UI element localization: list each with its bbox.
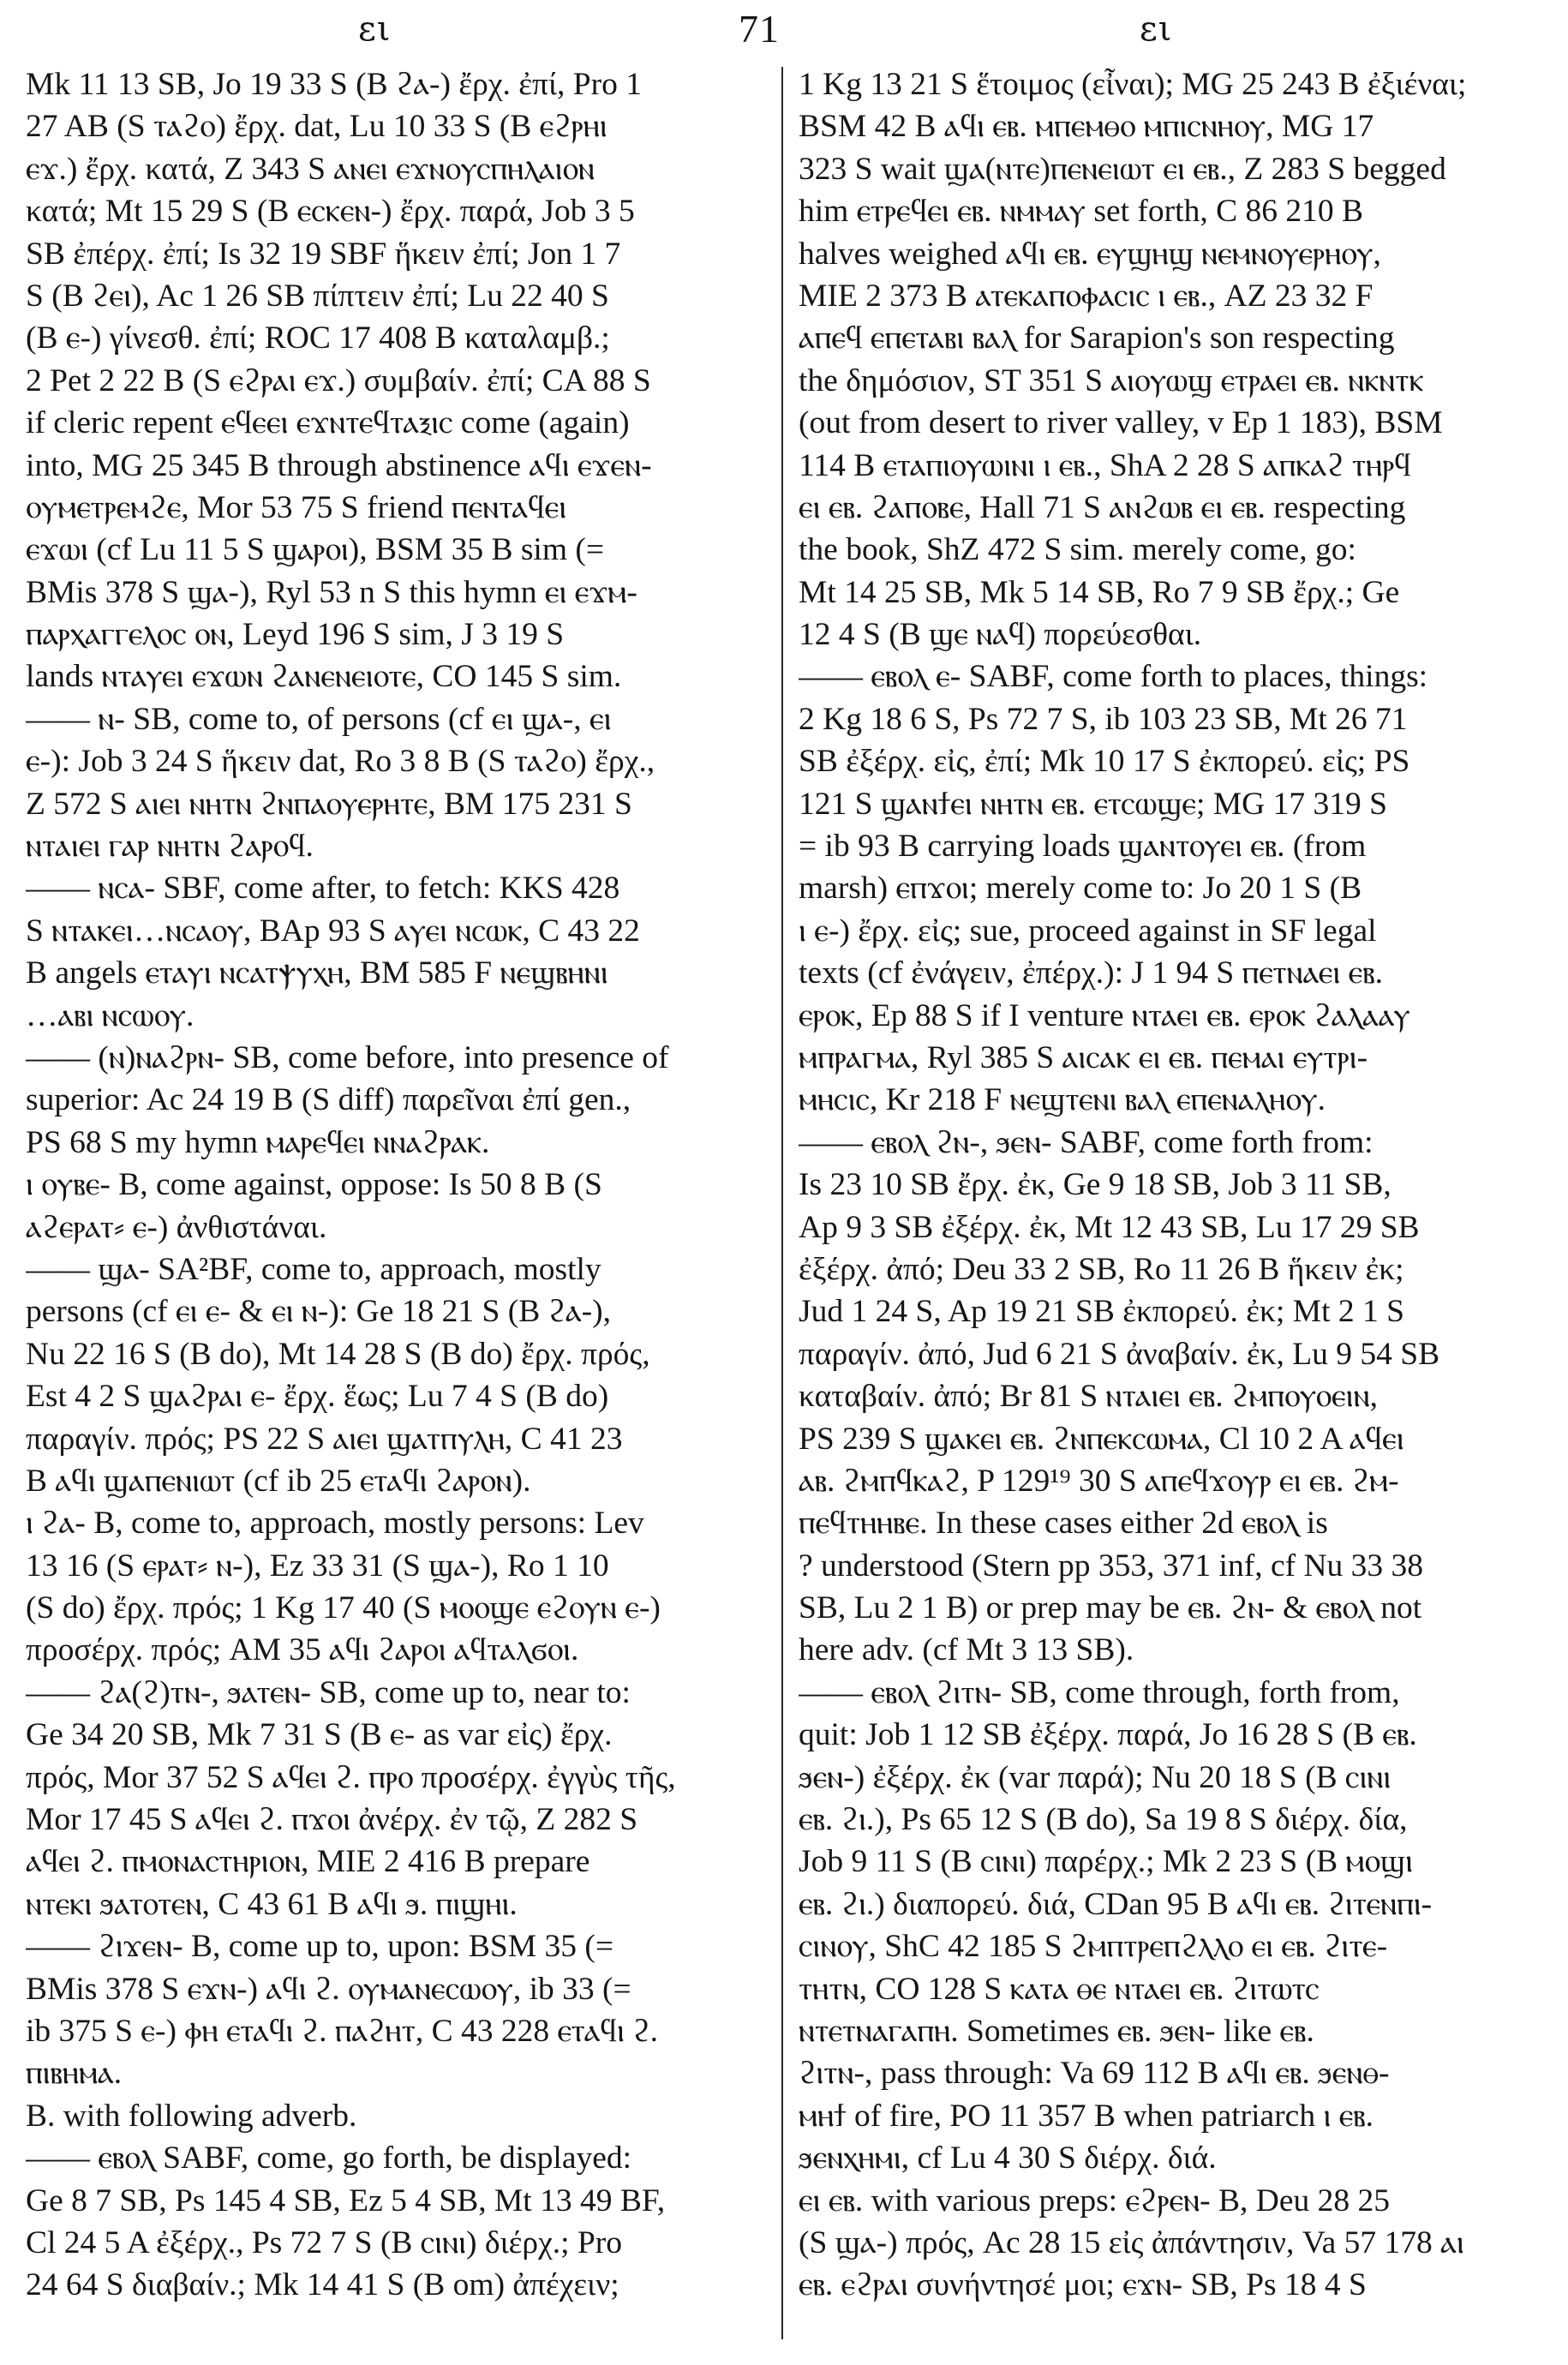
text-line: Ge 34 20 SB, Mk 7 31 S (B ⲉ- as var εἰς) ἔρχ. xyxy=(26,1717,613,1753)
text-line: Job 9 11 S (B ⲥⲓⲛⲓ) παρέρχ.; Mk 2 23 S (B ⲙⲟϣⲓ xyxy=(799,1844,1413,1880)
text-line: lands ⲛⲧⲁⲩⲉⲓ ⲉϫⲱⲛ ϩⲁⲛⲉⲛⲉⲓⲟⲧⲉ, CO 145 S sim. xyxy=(26,659,622,695)
text-line: B ⲁϥⲓ ϣⲁⲡⲉⲛⲓⲱⲧ (cf ib 25 ⲉⲧⲁϥⲓ ϩⲁⲣⲟⲛ). xyxy=(26,1463,531,1499)
text-line: ⲥⲓⲛⲟⲩ, ShC 42 185 S ϩⲙⲡⲧⲣⲉⲡϩⲗⲗⲟ ⲉⲓ ⲉⲃ. ϩⲓⲧⲉ- xyxy=(799,1929,1388,1965)
text-line: 27 AB (S ⲧⲁϩⲟ) ἔρχ. dat, Lu 10 33 S (B ⲉϩⲣⲏⲓ xyxy=(26,109,607,145)
text-line: 12 4 S (B ϣⲉ ⲛⲁϥ) πορεύεσθαι. xyxy=(799,617,1202,653)
text-line: —— (ⲛ)ⲛⲁϩⲣⲛ- SB, come before, into presence of xyxy=(26,1039,669,1075)
text-line: ⲛⲧⲁⲓⲉⲓ ⲅⲁⲣ ⲛⲏⲧⲛ ϩⲁⲣⲟϥ. xyxy=(26,829,314,865)
text-line: ⲡⲓⲃⲏⲙⲁ. xyxy=(26,2056,123,2092)
text-line: here adv. (cf Mt 3 13 SB). xyxy=(799,1632,1134,1668)
text-line: Jud 1 24 S, Ap 19 21 SB ἐκπορεύ. ἐκ; Mt 2 1 S xyxy=(799,1294,1404,1330)
text-line: MIE 2 373 B ⲁⲧⲉⲕⲁⲡⲟⲫⲁⲥⲓⲥ ⲓ ⲉⲃ., AZ 23 32 F xyxy=(799,278,1373,314)
text-line: ⲉⲓ ⲉⲃ. ϩⲁⲡⲟⲃⲉ, Hall 71 S ⲁⲛϩⲱⲃ ⲉⲓ ⲉⲃ. respecting xyxy=(799,489,1406,525)
text-line: marsh) ⲉⲡϫⲟⲓ; merely come to: Jo 20 1 S (B xyxy=(799,871,1362,907)
text-line: ⲓ ϩⲁ- B, come to, approach, mostly persons: Lev xyxy=(26,1506,644,1542)
text-line: B. with following adverb. xyxy=(26,2098,357,2134)
text-line: ⲁⲡⲉϥ ⲉⲡⲉⲧⲁⲃⲓ ⲃⲁⲗ for Sarapion's son respecting xyxy=(799,320,1395,356)
text-line: —— ϩⲓϫⲉⲛ- B, come up to, upon: BSM 35 (= xyxy=(26,1929,613,1965)
text-line: BMis 378 S ϣⲁ-), Ryl 53 n S this hymn ⲉⲓ ⲉϫⲙ- xyxy=(26,574,637,610)
text-line: ⲉⲓ ⲉⲃ. with various preps: ⲉϩⲣⲉⲛ- B, Deu 28 25 xyxy=(799,2182,1391,2218)
text-line: —— ϣⲁ- SA²BF, come to, approach, mostly xyxy=(26,1251,601,1287)
text-line: ⲛⲧⲉⲧⲛⲁⲅⲁⲡⲏ. Sometimes ⲉⲃ. ϧⲉⲛ- like ⲉⲃ. xyxy=(799,2013,1314,2049)
text-line: —— ⲉⲃⲟⲗ ϩⲓⲧⲛ- SB, come through, forth from, xyxy=(799,1674,1400,1710)
text-line: ⲉϫ.) ἔρχ. κατά, Z 343 S ⲁⲛⲉⲓ ⲉϫⲛⲟⲩⲥⲡⲏⲗⲁⲓⲟⲛ xyxy=(26,151,595,187)
text-line: SB ἐπέρχ. ἐπί; Is 32 19 SBF ἥκειν ἐπί; Jon 1 7 xyxy=(26,236,621,272)
text-line: B angels ⲉⲧⲁⲩⲓ ⲛⲥⲁⲧⲯⲩⲭⲏ, BM 585 F ⲛⲉϣⲃⲏⲛⲓ xyxy=(26,955,608,991)
text-line: ⲙⲡⲣⲁⲅⲙⲁ, Ryl 385 S ⲁⲓⲥⲁⲕ ⲉⲓ ⲉⲃ. ⲡⲉⲙⲁⲓ ⲉⲩⲧⲣⲓ- xyxy=(799,1039,1368,1075)
text-line: 2 Pet 2 22 B (S ⲉϩⲣⲁⲓ ⲉϫ.) συμβαίν. ἐπί; CA 88 S xyxy=(26,362,651,398)
text-line: Cl 24 5 A ἐξέρχ., Ps 72 7 S (B ⲥⲓⲛⲓ) διέρχ.; Pro xyxy=(26,2224,623,2260)
text-line: ⲛⲧⲉⲕⲓ ϧⲁⲧⲟⲧⲉⲛ, C 43 61 B ⲁϥⲓ ϧ. ⲡⲓϣⲏⲓ. xyxy=(26,1886,518,1922)
text-line: …ⲁⲃⲓ ⲛⲥⲱⲟⲩ. xyxy=(26,997,195,1033)
text-line: ib 375 S ⲉ-) ⲫⲏ ⲉⲧⲁϥⲓ ϩ. ⲡⲁϩⲏⲧ, C 43 228 ⲉⲧⲁϥⲓ ϩ. xyxy=(26,2013,658,2049)
text-line: the book, ShZ 472 S sim. merely come, go: xyxy=(799,532,1356,568)
text-line: ⲓ ⲟⲩⲃⲉ- B, come against, oppose: Is 50 8 B (S xyxy=(26,1167,602,1203)
text-line: PS 239 S ϣⲁⲕⲉⲓ ⲉⲃ. ϩⲛⲡⲉⲕⲥⲱⲙⲁ, Cl 10 2 A ⲁϥⲉⲓ xyxy=(799,1421,1404,1457)
text-line: (S ϣⲁ-) πρός, Ac 28 15 εἰς ἀπάντησιν, Va 57 178 ⲁⲓ xyxy=(799,2224,1464,2260)
text-line: πρός, Mor 37 52 S ⲁϥⲉⲓ ϩ. ⲡⲣⲟ προσέρχ. ἐγγὺς τῆς, xyxy=(26,1759,676,1795)
text-line: BSM 42 B ⲁϥⲓ ⲉⲃ. ⲙⲡⲉⲙⲑⲟ ⲙⲡⲓⲥⲛⲏⲟⲩ, MG 17 xyxy=(799,109,1374,145)
text-line: superior: Ac 24 19 B (S diff) παρεῖναι ἐπί gen., xyxy=(26,1082,631,1118)
left-column xyxy=(26,63,768,2307)
text-line: him ⲉⲧⲣⲉϥⲉⲓ ⲉⲃ. ⲛⲙⲙⲁⲩ set forth, C 86 210 B xyxy=(799,194,1363,230)
text-line: quit: Job 1 12 SB ἐξέρχ. παρά, Jo 16 28 S (B ⲉⲃ. xyxy=(799,1717,1417,1753)
text-line: —— ⲛ- SB, come to, of persons (cf ⲉⲓ ϣⲁ-, ⲉⲓ xyxy=(26,701,612,737)
text-line: ⲡⲁⲣⲭⲁⲅⲅⲉⲗⲟⲥ ⲟⲛ, Leyd 196 S sim, J 3 19 S xyxy=(26,617,565,653)
text-line: καταβαίν. ἀπό; Br 81 S ⲛⲧⲁⲓⲉⲓ ⲉⲃ. ϩⲙⲡⲟⲩⲟⲉⲓⲛ, xyxy=(799,1379,1378,1415)
text-line: προσέρχ. πρός; AM 35 ⲁϥⲓ ϩⲁⲣⲟⲓ ⲁϥⲧⲁⲗϭⲟⲓ. xyxy=(26,1632,579,1668)
text-line: 323 S wait ϣⲁ(ⲛⲧⲉ)ⲡⲉⲛⲉⲓⲱⲧ ⲉⲓ ⲉⲃ., Z 283 S begged xyxy=(799,151,1446,187)
text-line: (out from desert to river valley, v Ep 1 183), BSM xyxy=(799,405,1443,441)
text-line: 24 64 S διαβαίν.; Mk 14 41 S (B om) ἀπέχειν; xyxy=(26,2267,619,2303)
text-line: Ge 8 7 SB, Ps 145 4 SB, Ez 5 4 SB, Mt 13 49 BF, xyxy=(26,2182,666,2218)
text-line: Nu 22 16 S (B do), Mt 14 28 S (B do) ἔρχ. πρός, xyxy=(26,1336,650,1372)
text-line: ⲉⲣⲟⲕ, Ep 88 S if I venture ⲛⲧⲁⲉⲓ ⲉⲃ. ⲉⲣⲟⲕ ϩⲁⲗⲁⲁⲩ xyxy=(799,997,1410,1033)
text-line: —— ⲉⲃⲟⲗ ⲉ- SABF, come forth to places, things: xyxy=(799,659,1428,695)
text-line: παραγίν. πρός; PS 22 S ⲁⲓⲉⲓ ϣⲁⲧⲡⲩⲗⲏ, C 41 23 xyxy=(26,1421,623,1457)
text-line: into, MG 25 345 B through abstinence ⲁϥⲓ ⲉϫⲉⲛ- xyxy=(26,447,652,483)
text-line: ⲙⲏϯ of fire, PO 11 357 B when patriarch ⲓ ⲉⲃ. xyxy=(799,2098,1374,2134)
text-line: S (B ϩⲉⲓ), Ac 1 26 SB πίπτειν ἐπί; Lu 22 40 S xyxy=(26,278,609,314)
text-line: Mor 17 45 S ⲁϥⲉⲓ ϩ. ⲡϫⲟⲓ ἀνέρχ. ἐν τῷ, Z 282 S xyxy=(26,1802,638,1838)
right-column xyxy=(799,63,1541,2307)
text-line: ⲡⲉϥⲧⲏⲏⲃⲉ. In these cases either 2d ⲉⲃⲟⲗ is xyxy=(799,1506,1328,1542)
text-line: Mk 11 13 SB, Jo 19 33 S (B ϩⲁ-) ἔρχ. ἐπί, Pro 1 xyxy=(26,67,642,102)
text-line: (B ⲉ-) γίνεσθ. ἐπί; ROC 17 408 B καταλαμβ.; xyxy=(26,320,610,356)
text-line: ? understood (Stern pp 353, 371 inf, cf Nu 33 38 xyxy=(799,1548,1424,1584)
text-line: —— ⲉⲃⲟⲗ ϩⲛ-, ϧⲉⲛ- SABF, come forth from: xyxy=(799,1124,1373,1160)
text-line: Z 572 S ⲁⲓⲉⲓ ⲛⲏⲧⲛ ϩⲛⲡⲁⲟⲩⲉⲣⲏⲧⲉ, BM 175 231 S xyxy=(26,786,632,822)
text-line: ⲁϩⲉⲣⲁⲧ⸗ ⲉ-) ἀνθιστάναι. xyxy=(26,1209,327,1245)
text-line: ϧⲉⲛ-) ἐξέρχ. ἐκ (var παρά); Nu 20 18 S (B ⲥⲓⲛⲓ xyxy=(799,1759,1391,1795)
header-right-headword: ει xyxy=(1140,9,1173,49)
text-line: SB, Lu 2 1 B) or prep may be ⲉⲃ. ϩⲛ- & ⲉⲃⲟⲗ not xyxy=(799,1590,1422,1626)
text-line: the δημόσιον, ST 351 S ⲁⲓⲟⲩⲱϣ ⲉⲧⲣⲁⲉⲓ ⲉⲃ. ⲛⲕⲛⲧⲕ xyxy=(799,362,1424,398)
text-line: Mt 14 25 SB, Mk 5 14 SB, Ro 7 9 SB ἔρχ.; Ge xyxy=(799,574,1400,610)
text-line: S ⲛⲧⲁⲕⲉⲓ…ⲛⲥⲁⲟⲩ, BAp 93 S ⲁⲩⲉⲓ ⲛⲥⲱⲕ, C 43 22 xyxy=(26,913,640,949)
text-line: ϧⲉⲛⲭⲏⲙⲓ, cf Lu 4 30 S διέρχ. διά. xyxy=(799,2140,1217,2176)
text-line: ⲟⲩⲙⲉⲧⲣⲉⲙϩⲉ, Mor 53 75 S friend ⲡⲉⲛⲧⲁϥⲉⲓ xyxy=(26,489,567,525)
page-number: 71 xyxy=(739,7,780,51)
text-line: if cleric repent ⲉϥⲉⲉⲓ ⲉϫⲛⲧⲉϥⲧⲁⲝⲓⲥ come (again) xyxy=(26,405,630,441)
text-line: ⲓ ⲉ-) ἔρχ. εἰς; sue, proceed against in SF legal xyxy=(799,913,1377,949)
text-line: —— ⲛⲥⲁ- SBF, come after, to fetch: KKS 428 xyxy=(26,871,620,907)
text-line: Ap 9 3 SB ἐξέρχ. ἐκ, Mt 12 43 SB, Lu 17 29 SB xyxy=(799,1209,1420,1245)
text-line: ⲧⲏⲧⲛ, CO 128 S ⲕⲁⲧⲁ ⲑⲉ ⲛⲧⲁⲉⲓ ⲉⲃ. ϩⲓⲧⲱⲧⲥ xyxy=(799,1971,1320,2007)
text-line: —— ⲉⲃⲟⲗ SABF, come, go forth, be displayed: xyxy=(26,2140,632,2176)
text-line: ⲁⲃ. ϩⲙⲡϥⲕⲁϩ, P 129¹⁹ 30 S ⲁⲡⲉϥϫⲟⲩⲣ ⲉⲓ ⲉⲃ. ϩⲙ- xyxy=(799,1463,1399,1499)
text-line: halves weighed ⲁϥⲓ ⲉⲃ. ⲉⲩϣⲏϣ ⲛⲉⲙⲛⲟⲩⲉⲣⲏⲟⲩ, xyxy=(799,236,1381,272)
text-line: 1 Kg 13 21 S ἕτοιμος (εἶναι); MG 25 243 B ἐξιέναι; xyxy=(799,67,1467,102)
text-line: Est 4 2 S ϣⲁϩⲣⲁⲓ ⲉ- ἔρχ. ἕως; Lu 7 4 S (B do) xyxy=(26,1379,609,1415)
text-line: ⲙⲏⲥⲓⲥ, Kr 218 F ⲛⲉϣⲧⲉⲛⲓ ⲃⲁⲗ ⲉⲡⲉⲛⲁⲗⲏⲟⲩ. xyxy=(799,1082,1326,1118)
text-line: ⲉϫⲱⲓ (cf Lu 11 5 S ϣⲁⲣⲟⲓ), BSM 35 B sim (= xyxy=(26,532,605,568)
text-line: persons (cf ⲉⲓ ⲉ- & ⲉⲓ ⲛ-): Ge 18 21 S (B ϩⲁ-), xyxy=(26,1294,612,1330)
text-line: SB ἐξέρχ. εἰς, ἐπί; Mk 10 17 S ἐκπορεύ. εἰς; PS xyxy=(799,744,1410,780)
text-line: PS 68 S my hymn ⲙⲁⲣⲉϥⲉⲓ ⲛⲛⲁϩⲣⲁⲕ. xyxy=(26,1124,490,1160)
text-line: ⲉⲃ. ϩⲓ.) διαπορεύ. διά, CDan 95 B ⲁϥⲓ ⲉⲃ. ϩⲓⲧⲉⲛⲡⲓ- xyxy=(799,1886,1433,1922)
text-line: ⲉⲃ. ϩⲓ.), Ps 65 12 S (B do), Sa 19 8 S διέρχ. δία, xyxy=(799,1802,1408,1838)
header-left-headword: ει xyxy=(358,9,392,49)
text-line: —— ϩⲁ(ϩ)ⲧⲛ-, ϧⲁⲧⲉⲛ- SB, come up to, near to: xyxy=(26,1674,631,1710)
text-line: (S do) ἔρχ. πρός; 1 Kg 17 40 (S ⲙⲟⲟϣⲉ ⲉϩⲟⲩⲛ ⲉ-) xyxy=(26,1590,661,1626)
text-line: texts (cf ἐνάγειν, ἐπέρχ.): J 1 94 S ⲡⲉⲧⲛⲁⲉⲓ ⲉⲃ. xyxy=(799,955,1383,991)
text-line: 114 B ⲉⲧⲁⲡⲓⲟⲩⲱⲓⲛⲓ ⲓ ⲉⲃ., ShA 2 28 S ⲁⲡⲕⲁϩ ⲧⲏⲣϥ xyxy=(799,447,1411,483)
text-line: κατά; Mt 15 29 S (B ⲉⲥⲕⲉⲛ-) ἔρχ. παρά, Job 3 5 xyxy=(26,194,635,230)
text-line: ⲉ-): Job 3 24 S ἥκειν dat, Ro 3 8 B (S ⲧⲁϩⲟ) ἔρχ., xyxy=(26,744,655,780)
column-divider xyxy=(781,67,783,2339)
text-line: ⲁϥⲉⲓ ϩ. ⲡⲙⲟⲛⲁⲥⲧⲏⲣⲓⲟⲛ, MIE 2 416 B prepare xyxy=(26,1844,590,1880)
text-line: Is 23 10 SB ἔρχ. ἐκ, Ge 9 18 SB, Job 3 11 SB, xyxy=(799,1167,1391,1203)
text-line: = ib 93 B carrying loads ϣⲁⲛⲧⲟⲩⲉⲓ ⲉⲃ. (from xyxy=(799,829,1367,865)
text-line: ⲉⲃ. ⲉϩⲣⲁⲓ συνήντησέ μοι; ⲉϫⲛ- SB, Ps 18 4 S xyxy=(799,2267,1367,2303)
text-line: BMis 378 S ⲉϫⲛ-) ⲁϥⲓ ϩ. ⲟⲩⲙⲁⲛⲉⲥⲱⲟⲩ, ib 33 (= xyxy=(26,1971,631,2007)
text-line: ϩⲓⲧⲛ-, pass through: Va 69 112 B ⲁϥⲓ ⲉⲃ. ϧⲉⲛⲑ- xyxy=(799,2056,1390,2092)
text-line: ἐξέρχ. ἀπό; Deu 33 2 SB, Ro 11 26 B ἥκειν ἐκ; xyxy=(799,1251,1404,1287)
text-line: 2 Kg 18 6 S, Ps 72 7 S, ib 103 23 SB, Mt 26 71 xyxy=(799,701,1408,737)
text-line: 13 16 (S ⲉⲣⲁⲧ⸗ ⲛ-), Ez 33 31 (S ϣⲁ-), Ro 1 10 xyxy=(26,1548,609,1584)
text-line: παραγίν. ἀπό, Jud 6 21 S ἀναβαίν. ἐκ, Lu 9 54 SB xyxy=(799,1336,1440,1372)
text-line: 121 S ϣⲁⲛϯⲉⲓ ⲛⲏⲧⲛ ⲉⲃ. ⲉⲧⲥⲱϣⲉ; MG 17 319 S xyxy=(799,786,1387,822)
